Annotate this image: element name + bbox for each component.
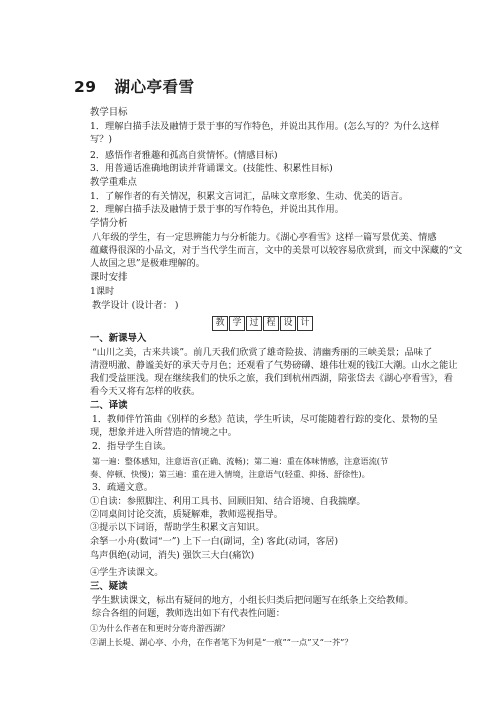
text-line: 二、译读 <box>90 400 128 411</box>
text-line: 写？) <box>90 134 112 145</box>
text-line: 一、新课导入 <box>90 333 147 344</box>
text-line: 教学目标 <box>90 107 128 118</box>
text-line: 教学设计 (设计者： ) <box>92 300 179 311</box>
text-line: 课时安排 <box>90 272 128 283</box>
text-line: 学情分析 <box>90 218 128 229</box>
text-line: 综合各组的问题，教师选出如下有代表性问题： <box>92 608 285 619</box>
lesson-title <box>74 75 195 97</box>
text-line: 余拏一小舟(数词“一”) 上下一白(副词，全) 客此(动词，客居) <box>90 536 339 547</box>
text-line: “山川之美，古来共谈”。前几天我们欣赏了雄奇险拔、清幽秀丽的三峡美景；品味了 <box>92 347 433 358</box>
design-box-char: 过 <box>246 316 262 331</box>
text-line: 八年级的学生，有一定思辨能力与分析能力。《湖心亭看雪》这样一篇写景优美、情感 <box>92 232 437 243</box>
lesson-number: 29 <box>74 78 97 96</box>
text-line: 1．了解作者的有关情况，积累文言词汇，品味文章形象、生动、优美的语言。 <box>90 191 409 202</box>
text-line: 教学重难点 <box>90 177 137 188</box>
teaching-process-design-box <box>212 316 313 331</box>
text-line: 1．教师伴竹笛曲《别样的乡愁》范读，学生听读，尽可能随着行踪的变化、景物的呈 <box>92 414 438 425</box>
text-line: 3．用普通话准确地朗读并背诵课文。(技能性、积累性目标) <box>90 163 333 174</box>
text-line: 蕴藏得很深的小品文，对于当代学生而言，文中的美景可以较容易欣赏到，而文中深藏的“文 <box>90 245 463 256</box>
text-line: ④学生齐读课文。 <box>90 567 164 578</box>
text-line: ①自读：参照脚注、利用工具书、回顾旧知、结合语境、自我揣摩。 <box>90 496 366 507</box>
text-line: 3．疏通文意。 <box>92 482 153 493</box>
text-line: 我们受益匪浅。现在继续我们的快乐之旅，我们到杭州西湖，陪张岱去《湖心亭看雪》，看 <box>90 373 453 384</box>
design-box-char: 设 <box>280 316 296 331</box>
design-box-char: 程 <box>263 316 279 331</box>
text-line: 2．理解白描手法及融情于景于事的写作特色，并说出其作用。 <box>90 204 344 215</box>
design-box-char: 学 <box>229 316 245 331</box>
text-line: 2．指导学生自读。 <box>92 441 172 452</box>
text-line: ②湖上长堤、湖心亭、小舟，在作者笔下为何是“一痕”“一点”又“一芥”？ <box>90 637 353 647</box>
lesson-title-text: 湖心亭看雪 <box>114 78 195 96</box>
text-line: 清澄明澈、静谧美好的承天寺月色；还观看了气势磅礴、雄伟壮观的钱江大潮。山水之能让 <box>90 360 458 371</box>
text-line: 鸟声俱绝(动词，消失) 强饮三大白(痛饮) <box>90 550 255 561</box>
design-box-char: 教 <box>212 316 228 331</box>
text-line: 看今天又将有怎样的收获。 <box>90 386 201 397</box>
design-box-char: 计 <box>297 316 313 331</box>
text-line: 第一遍：整体感知，注意语音(正确、流畅)；第二遍：重在体味情感，注意语流(节 <box>92 456 389 466</box>
text-line: 2．感悟作者雅趣和孤高自赏情怀。(情感目标) <box>90 150 278 161</box>
text-line: 现，想象并进入所营造的情境之中。 <box>90 427 237 438</box>
text-line: 1课时 <box>90 286 115 297</box>
text-line: ③提示以下词语，帮助学生积累文言知识。 <box>90 522 265 533</box>
text-line: 1．理解白描手法及融情于景于事的写作特色，并说出其作用。(怎么写的？为什么这样 <box>90 121 440 132</box>
text-line: 学生默读课文，标出有疑问的地方，小组长归类后把问题写在纸条上交给教师。 <box>92 595 414 606</box>
text-line: 三、疑读 <box>90 581 128 592</box>
text-line: 人故国之思”是极难理解的。 <box>90 258 205 269</box>
text-line: ②同桌间讨论交流，质疑解难，教师巡视指导。 <box>90 509 283 520</box>
text-line: ①为什么作者在和更时分寄舟游西湖？ <box>90 623 230 633</box>
text-line: 奏、停顿、快慢)；第三遍：重在进入情境，注意语气(轻重、抑扬、舒徐性)。 <box>90 469 370 479</box>
